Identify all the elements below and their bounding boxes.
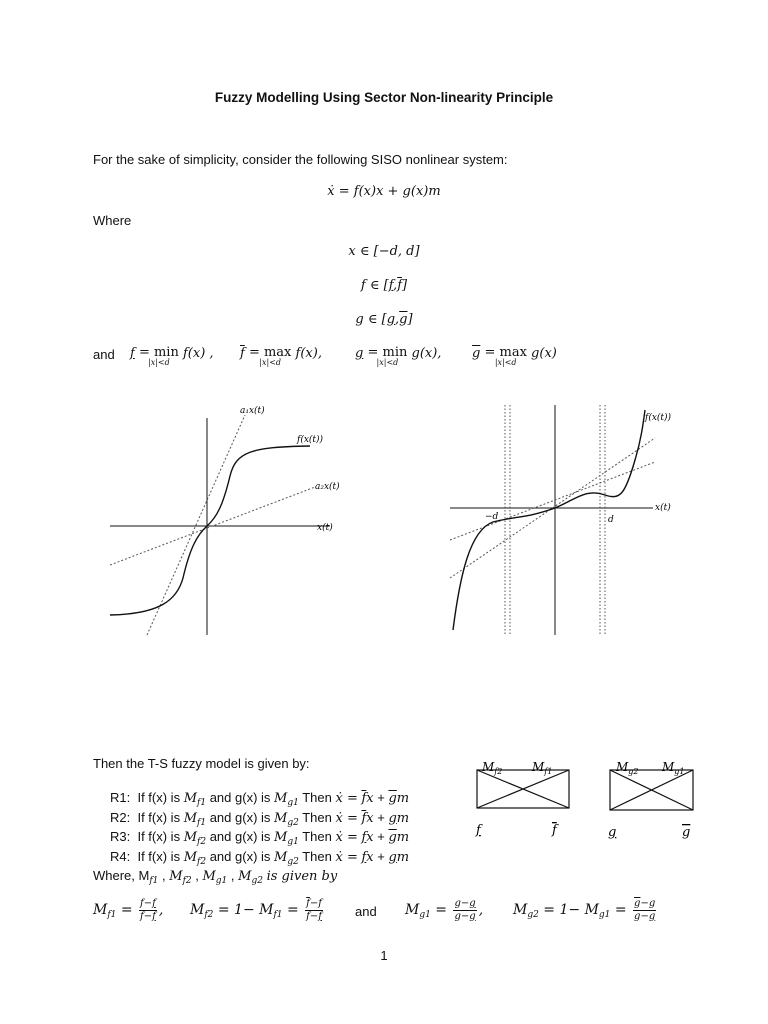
fig1-sector-line-a1 (147, 415, 245, 635)
figure-local-sector (445, 400, 695, 640)
def-g-max: $\overline{g}$ = max |x|<d g(x) (472, 345, 557, 367)
fig2-curve-fx (453, 410, 645, 630)
rule-r2: R2: If f(x) is $M_{f1}$ and g(x) is $M_{g2}$ Then ẋ = $\overline{f}x$ + gm (110, 809, 410, 828)
membership-g-hi: g (682, 825, 691, 840)
formula-mg2: $M_{g2} = 1- M_{g1}$ = $\frac{\overline{g}-g}{\overline{g}-g}$ (513, 898, 656, 922)
rules-list (110, 790, 409, 868)
fig2-label-xt: x(t) (655, 503, 671, 513)
rule-r3: R3: If f(x) is $M_{f2}$ and g(x) is $M_{g1}$ Then ẋ = fx + $\overline{g}m$ (110, 829, 410, 847)
system-equation: ẋ = f(x)x + g(x)m (327, 184, 441, 199)
fig2-label-neg-d: −d (485, 512, 499, 522)
figure-global-sector (105, 400, 340, 640)
fig2-label-d: d (608, 515, 614, 525)
membership-f-left-label: $M_{f2}$ (482, 760, 503, 776)
fig2-sector-line-shallow (450, 462, 655, 540)
def-g-min: g = min |x|<d g(x), (355, 345, 442, 367)
formula-mf2: $M_{f2} = 1- M_{f1}$ = $\frac{\overline{f}-f}{\overline{f}-f}$ (190, 898, 322, 922)
and-label: and (93, 347, 115, 362)
fig2-label-fx: f(x(t)) (645, 413, 672, 423)
fig1-label-a1: a₁x(t) (240, 406, 265, 416)
rule-r1: R1: If f(x) is $M_{f1}$ and g(x) is $M_{g1}$ Then ẋ = $\overline{f}x + \overline{g}m$ (110, 790, 410, 808)
membership-f-hi: f (552, 823, 557, 838)
formula-mg1: $M_{g1}$ = $\frac{g-g}{\overline{g}-g}$ , (405, 898, 484, 922)
membership-g-right-label: $M_{g1}$ (662, 760, 685, 776)
membership-f-lo: f (476, 823, 481, 838)
membership-g-diagram (600, 758, 710, 843)
condition-f: f ∈ $[f,\overline{f}]$ (360, 278, 408, 293)
membership-g-lo: g (608, 825, 617, 840)
fig1-label-fx: f(x(t)) (297, 435, 324, 445)
membership-f-diagram (470, 758, 580, 843)
page-number: 1 (380, 948, 388, 963)
condition-g: g ∈ $[g,\overline{g}]$ (355, 312, 413, 327)
formula-mf1: $M_{f1}$ = $\frac{f-f}{\overline{f}-f}$ , (93, 898, 164, 922)
def-f-max: $\overline{f}$ = max |x|<d f(x), (240, 345, 322, 367)
condition-x: x ∈ [−d, d] (348, 244, 420, 259)
membership-f-right-label: $M_{f1}$ (532, 760, 553, 776)
where-membership-line: Where, $M_{f1}$ , $M_{f2}$ , $M_{g1}$ , $M_{g2}$ is given by (93, 868, 338, 886)
fig1-curve-fx (110, 446, 310, 615)
ts-intro: Then the T-S fuzzy model is given by: (93, 756, 310, 771)
fig1-label-a2: a₂x(t) (315, 482, 340, 492)
def-f-min: f = min |x|<d f(x) , (130, 345, 214, 367)
fig1-label-xt: x(t) (317, 523, 333, 533)
intro-paragraph: For the sake of simplicity, consider the following SISO nonlinear system: (93, 152, 508, 167)
rule-r4: R4: If f(x) is $M_{f2}$ and g(x) is $M_{g2}$ Then ẋ = fx + gm (110, 848, 410, 867)
formula-and: and (355, 904, 377, 919)
where-label: Where (93, 213, 132, 228)
page-title: Fuzzy Modelling Using Sector Non-linearity Principle (214, 90, 554, 105)
membership-g-left-label: $M_{g2}$ (616, 760, 639, 776)
